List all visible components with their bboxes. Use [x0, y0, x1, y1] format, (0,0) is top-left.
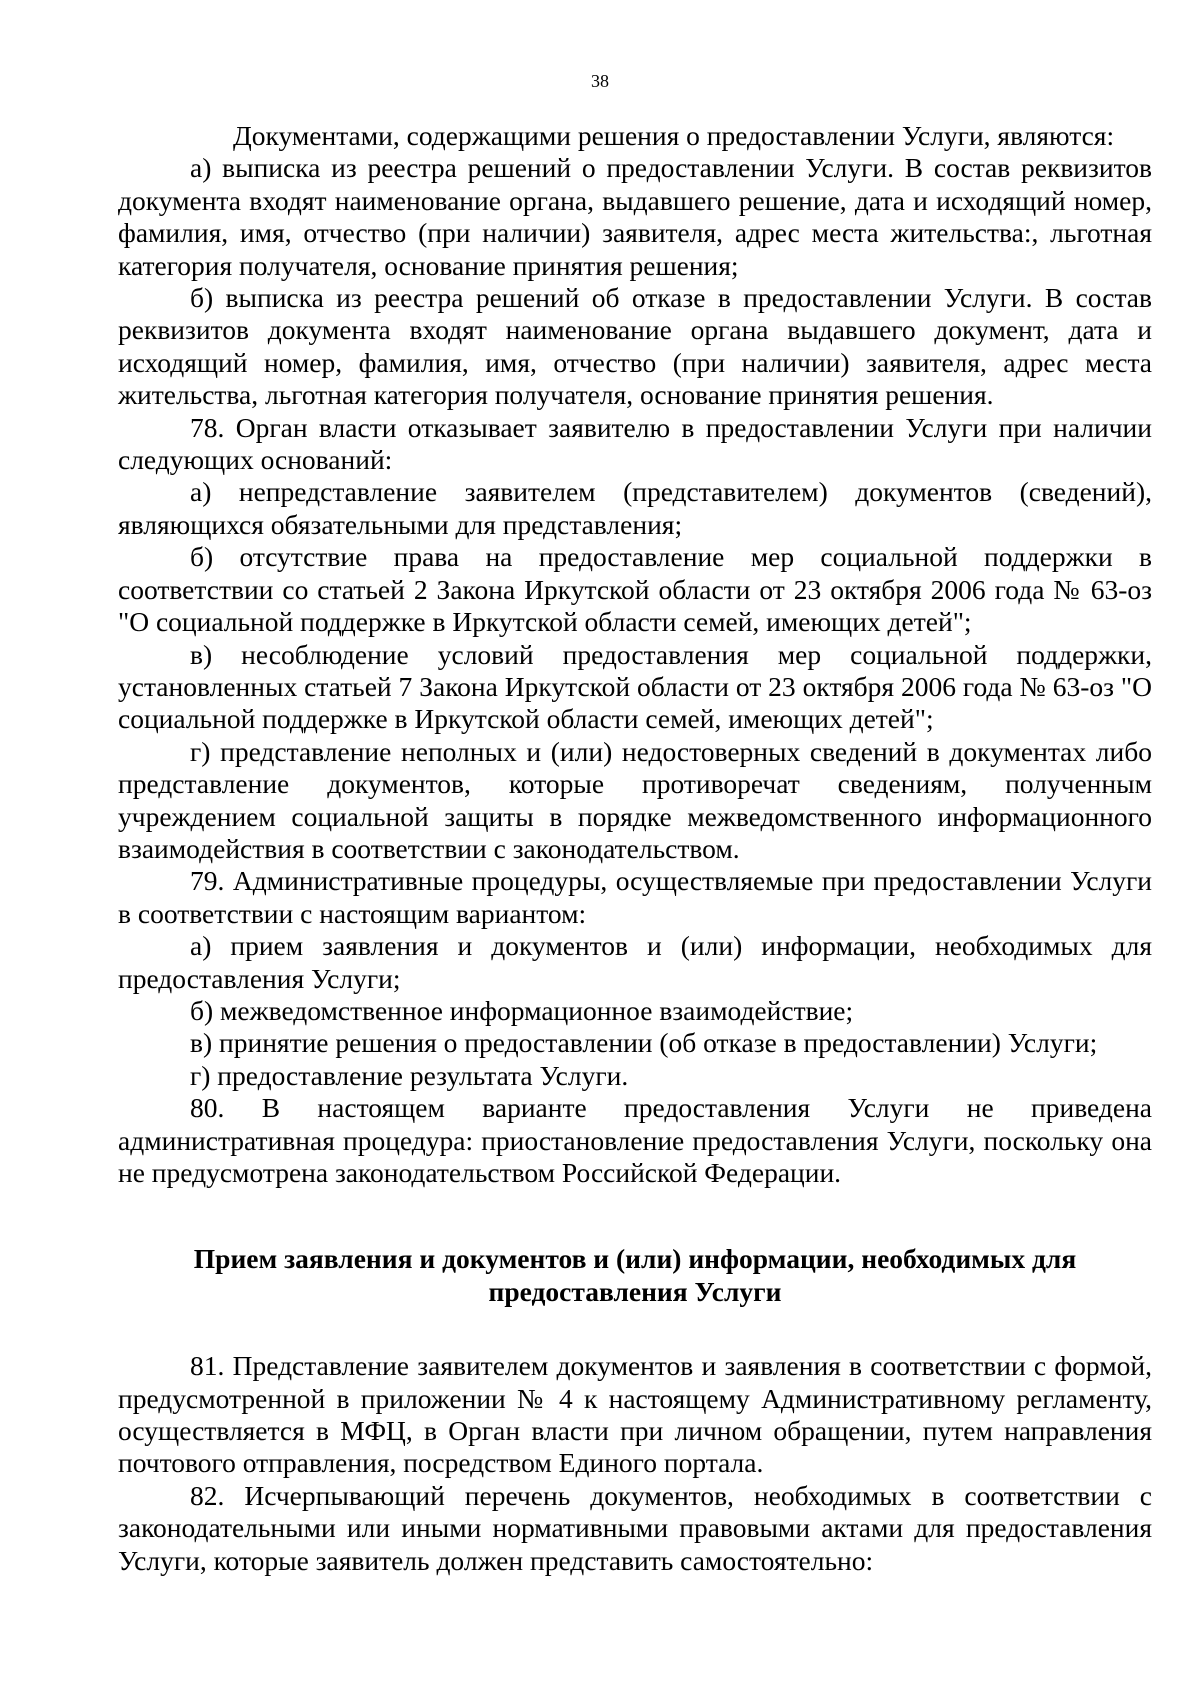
- paragraph-item-a-decision: а) выписка из реестра решений о предоставлении Услуги. В состав реквизитов документа входят наименование органа, выдавшего решение, дата и исходящий номер, фамилия, имя, отчество (при наличии) заявителя, адрес места жительства:, льготная категория получателя, основание принятия решения;: [118, 152, 1152, 281]
- page-number: 38: [591, 71, 609, 91]
- paragraph-79-b: б) межведомственное информационное взаимодействие;: [190, 994, 854, 1026]
- paragraph-78-b: б) отсутствие права на предоставление мер социальной поддержки в соответствии со статьей 2 Закона Иркутской области от 23 октября 2006 года № 63-оз "О социальной поддержке в Иркутской области семей, имеющих детей";: [118, 541, 1152, 638]
- paragraph-item-b-refusal: б) выписка из реестра решений об отказе в предоставлении Услуги. В состав реквизитов документа входят наименование органа выдавшего документ, дата и исходящий номер, фамилия, имя, отчество (при наличии) заявителя, адрес места жительства, льготная категория получателя, основание принятия решения.: [118, 282, 1152, 411]
- paragraph-79: 79. Административные процедуры, осуществляемые при предоставлении Услуги в соответствии с настоящим вариантом:: [118, 865, 1152, 929]
- paragraph-79-g: г) предоставление результата Услуги.: [190, 1059, 629, 1091]
- section-heading: Прием заявления и документов и (или) информации, необходимых для предоставления Услуги: [193, 1243, 1077, 1307]
- paragraph-80: 80. В настоящем варианте предоставления Услуги не приведена административная процедура: приостановление предоставления Услуги, поскольку она не предусмотрена законодательством Российской Федерации.: [118, 1092, 1152, 1188]
- paragraph-78: 78. Орган власти отказывает заявителю в предоставлении Услуги при наличии следующих оснований:: [118, 411, 1152, 476]
- paragraph-78-v: в) несоблюдение условий предоставления мер социальной поддержки, установленных статьей 7 Закона Иркутской области от 23 октября 2006 года № 63-оз "О социальной поддержке в Иркутской области семей, имеющих детей";: [118, 638, 1152, 735]
- paragraph-78-a: а) непредставление заявителем (представителем) документов (сведений), являющихся обязательными для представления;: [118, 476, 1152, 540]
- paragraph-79-a: а) прием заявления и документов и (или) информации, необходимых для предоставления Услуги;: [118, 930, 1152, 994]
- paragraph-intro: Документами, содержащими решения о предоставлении Услуги, являются:: [233, 120, 1115, 151]
- paragraph-82: 82. Исчерпывающий перечень документов, необходимых в соответствии с законодательными или иными нормативными правовыми актами для предоставления Услуги, которые заявитель должен представить самостоятельно:: [118, 1479, 1152, 1576]
- document-body: [118, 120, 1152, 1577]
- paragraph-79-v: в) принятие решения о предоставлении (об отказе в предоставлении) Услуги;: [190, 1027, 1098, 1059]
- paragraph-78-g: г) представление неполных и (или) недостоверных сведений в документах либо представление документов, которые противоречат сведениям, полученным учреждением социальной защиты в порядке межведомственного информационного взаимодействия в соответствии с законодательством.: [118, 735, 1152, 864]
- paragraph-81: 81. Представление заявителем документов и заявления в соответствии с формой, предусмотренной в приложении № 4 к настоящему Административному регламенту, осуществляется в МФЦ, в Орган власти при личном обращении, путем направления почтового отправления, посредством Единого портала.: [118, 1350, 1152, 1479]
